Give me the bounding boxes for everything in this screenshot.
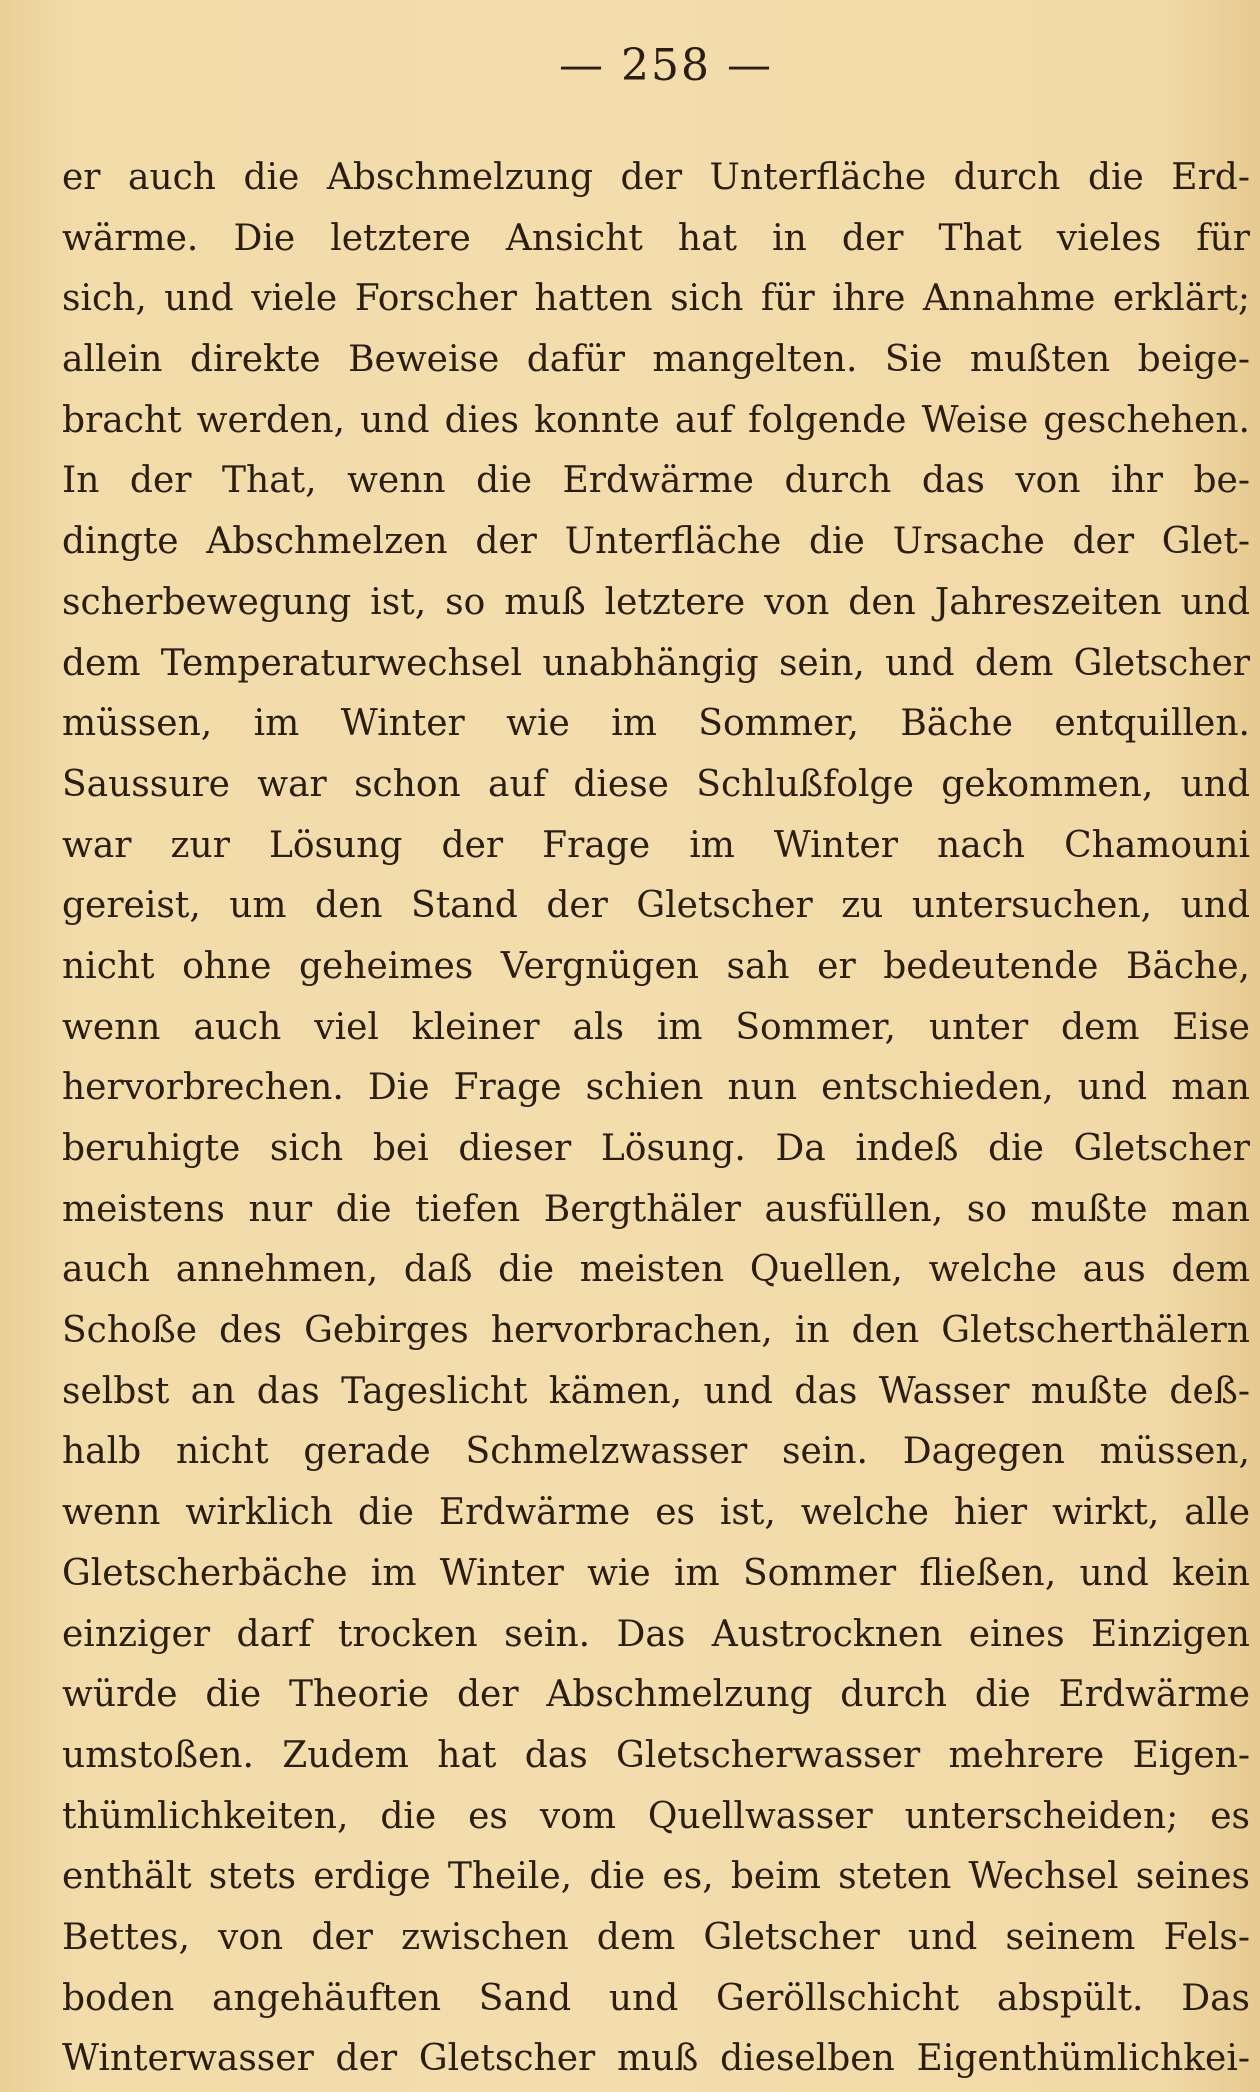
text-line: selbst an das Tageslicht kämen, und das Wasser mußte deß- xyxy=(62,1370,1250,1412)
text-line: Bettes, von der zwischen dem Gletscher und seinem Fels- xyxy=(62,1916,1250,1958)
text-line: er auch die Abschmelzung der Unterfläche durch die Erd- xyxy=(62,157,1250,198)
text-line: scherbewegung ist, so muß letztere von den Jahreszeiten und xyxy=(62,581,1250,623)
text-line: enthält stets erdige Theile, die es, beim steten Wechsel seines xyxy=(62,1856,1250,1898)
text-line: Saussure war schon auf diese Schlußfolge gekommen, und xyxy=(62,763,1250,805)
text-line: halb nicht gerade Schmelzwasser sein. Dagegen müssen, xyxy=(62,1431,1250,1473)
text-line: Schoße des Gebirges hervorbrachen, in den Gletscherthälern xyxy=(62,1310,1250,1352)
text-line: beruhigte sich bei dieser Lösung. Da indeß die Gletscher xyxy=(62,1128,1250,1169)
text-line: thümlichkeiten, die es vom Quellwasser unterscheiden; es xyxy=(62,1795,1250,1837)
text-line: boden angehäuften Sand und Geröllschicht abspült. Das xyxy=(62,1977,1250,2019)
text-line: Gletscherbäche im Winter wie im Sommer fließen, und kein xyxy=(62,1552,1250,1594)
page-number: — 258 — xyxy=(559,40,773,91)
text-line: In der That, wenn die Erdwärme durch das von ihr be- xyxy=(62,460,1250,502)
text-line: wenn wirklich die Erdwärme es ist, welche hier wirkt, alle xyxy=(62,1492,1250,1534)
text-line: umstoßen. Zudem hat das Gletscherwasser mehrere Eigen- xyxy=(62,1734,1250,1776)
text-line: würde die Theorie der Abschmelzung durch die Erdwärme xyxy=(62,1674,1250,1716)
text-line: wärme. Die letztere Ansicht hat in der That vieles für xyxy=(62,217,1250,259)
text-line: hervorbrechen. Die Frage schien nun entschieden, und man xyxy=(62,1067,1250,1109)
page-text xyxy=(62,148,1250,2090)
text-line: auch annehmen, daß die meisten Quellen, welche aus dem xyxy=(62,1249,1250,1291)
text-line: war zur Lösung der Frage im Winter nach Chamouni xyxy=(62,824,1250,866)
text-line: nicht ohne geheimes Vergnügen sah er bedeutende Bäche, xyxy=(62,945,1250,987)
text-line: müssen, im Winter wie im Sommer, Bäche entquillen. xyxy=(62,703,1250,745)
text-line: meistens nur die tiefen Bergthäler ausfüllen, so mußte man xyxy=(62,1188,1250,1230)
text-line: sich, und viele Forscher hatten sich für ihre Annahme erklärt; xyxy=(62,278,1250,320)
text-line: Winterwasser der Gletscher muß dieselben Eigenthümlichkei- xyxy=(62,2038,1250,2080)
text-line: bracht werden, und dies konnte auf folgende Weise geschehen. xyxy=(62,399,1250,441)
text-line: dingte Abschmelzen der Unterfläche die Ursache der Glet- xyxy=(62,521,1250,563)
text-line: dem Temperaturwechsel unabhängig sein, und dem Gletscher xyxy=(62,642,1250,684)
text-line: gereist, um den Stand der Gletscher zu untersuchen, und xyxy=(62,885,1250,927)
text-line: allein direkte Beweise dafür mangelten. Sie mußten beige- xyxy=(62,339,1250,381)
text-line: wenn auch viel kleiner als im Sommer, unter dem Eise xyxy=(62,1006,1250,1048)
text-line: einziger darf trocken sein. Das Austrocknen eines Einzigen xyxy=(62,1613,1250,1655)
